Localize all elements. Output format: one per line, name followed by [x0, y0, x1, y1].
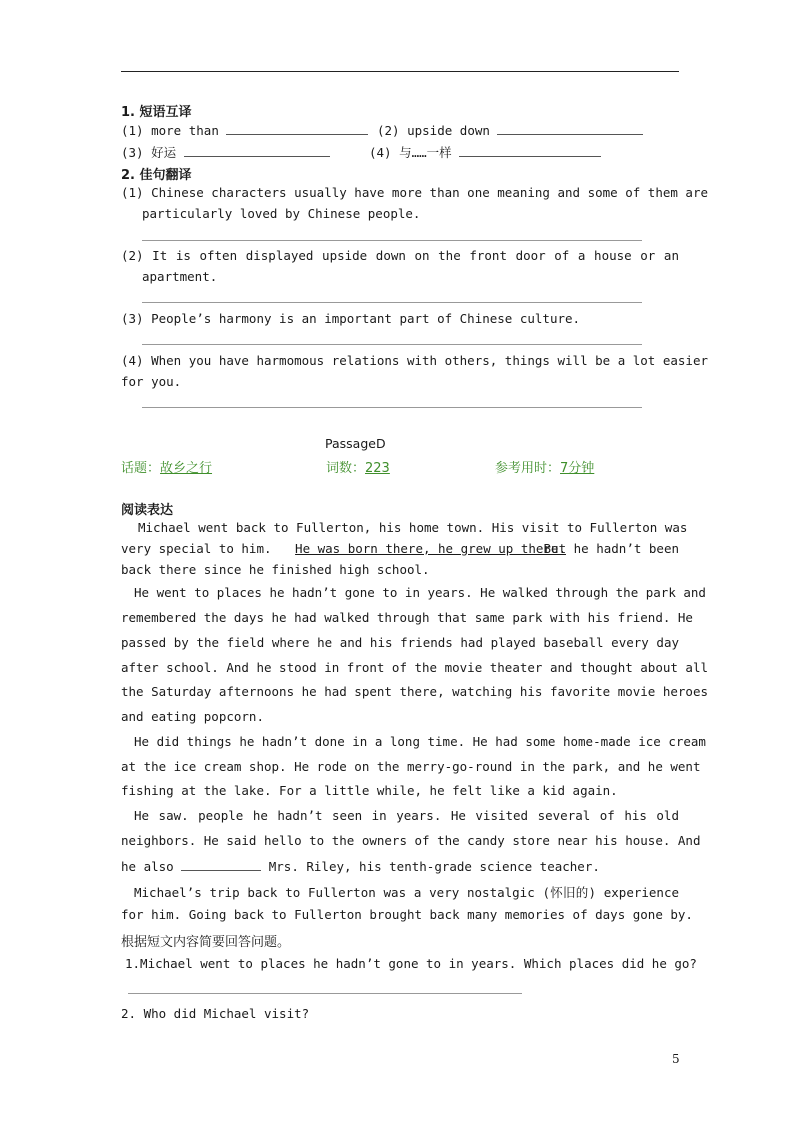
part1-heading: 1. 短语互译: [121, 105, 192, 120]
phrase-text: 好运: [151, 145, 177, 160]
paragraph-2-line-2: remembered the days he had walked through that same park with his friend. He: [121, 610, 693, 625]
paragraph-2-line-5: the Saturday afternoons he had spent there, watching his favorite movie heroes: [121, 684, 708, 699]
phrase-item-1: [121, 122, 368, 138]
sentence-2-line-2: apartment.: [142, 269, 218, 284]
text-run: very special to him.: [121, 541, 272, 556]
text-run: But he hadn’t been: [543, 541, 679, 556]
paragraph-1-line-2: [121, 541, 679, 556]
phrase-text: upside down: [407, 123, 490, 138]
fill-blank[interactable]: [181, 858, 261, 871]
underlined-sentence: He was born there, he grew up there.: [295, 541, 566, 556]
question-2: 2. Who did Michael visit?: [121, 1006, 310, 1021]
instruction: 根据短文内容简要回答问题。: [121, 935, 291, 950]
paragraph-1-line-1: Michael went back to Fullerton, his home town. His visit to Fullerton was: [138, 520, 688, 535]
section-heading: 阅读表达: [121, 503, 174, 518]
answer-blank[interactable]: [497, 122, 643, 135]
sentence-1-line-1: (1) Chinese characters usually have more than one meaning and some of them are: [121, 185, 708, 200]
answer-line-3[interactable]: [142, 344, 642, 345]
question-1: 1.Michael went to places he hadn’t gone to in years. Which places did he go?: [125, 956, 697, 971]
topic-info: [121, 457, 212, 476]
paragraph-2-line-4: after school. And he stood in front of the movie theater and thought about all: [121, 660, 708, 675]
answer-line-4[interactable]: [142, 407, 642, 408]
word-count-value: 223: [365, 461, 390, 476]
phrase-num: (4): [369, 145, 392, 160]
sentence-2-line-1: (2) It is often displayed upside down on the front door of a house or an: [121, 248, 679, 263]
sentence-4-line-2: for you.: [121, 374, 182, 389]
time-label: 参考用时：: [495, 461, 561, 476]
paragraph-3-line-3: fishing at the lake. For a little while, he felt like a kid again.: [121, 783, 618, 798]
paragraph-3-line-1: He did things he hadn’t done in a long time. He had some home-made ice cream: [134, 734, 706, 749]
time-info: [495, 457, 594, 476]
answer-line-1[interactable]: [142, 240, 642, 241]
text-run: Mrs. Riley, his tenth-grade science teacher.: [268, 859, 600, 874]
header-rule: [121, 71, 679, 72]
phrase-item-4: [369, 143, 601, 161]
answer-line-q1[interactable]: [128, 993, 522, 994]
paragraph-5-line-2: for him. Going back to Fullerton brought back many memories of days gone by.: [121, 907, 693, 922]
passage-title: PassageD: [325, 436, 386, 451]
paragraph-4-line-1: He saw. people he hadn’t seen in years. He visited several of his old: [134, 808, 679, 823]
word-count-info: [326, 457, 390, 476]
page-number: 5: [672, 1052, 680, 1066]
paragraph-2-line-3: passed by the field where he and his friends had played baseball every day: [121, 635, 679, 650]
sentence-1-line-2: particularly loved by Chinese people.: [142, 206, 421, 221]
answer-blank[interactable]: [459, 144, 601, 157]
phrase-text: more than: [151, 123, 219, 138]
phrase-item-3: [121, 143, 330, 161]
answer-blank[interactable]: [184, 144, 330, 157]
paragraph-4-line-2: neighbors. He said hello to the owners of the candy store near his house. And: [121, 833, 701, 848]
phrase-num: (3): [121, 145, 144, 160]
answer-blank[interactable]: [226, 122, 368, 135]
paragraph-1-line-3: back there since he finished high school.: [121, 562, 430, 577]
part2-heading: 2. 佳句翻译: [121, 168, 192, 183]
text-run: he also: [121, 859, 174, 874]
paragraph-4-line-3: [121, 858, 600, 874]
phrase-item-2: [377, 122, 643, 138]
paragraph-3-line-2: at the ice cream shop. He rode on the merry-go-round in the park, and he went: [121, 759, 701, 774]
paragraph-5-line-1: Michael’s trip back to Fullerton was a very nostalgic (怀旧的) experience: [134, 885, 679, 900]
phrase-text: 与……一样: [399, 145, 452, 160]
topic-label: 话题：: [121, 461, 161, 476]
sentence-4-line-1: (4) When you have harmomous relations with others, things will be a lot easier: [121, 353, 708, 368]
paragraph-2-line-6: and eating popcorn.: [121, 709, 264, 724]
sentence-3-line-1: (3) People’s harmony is an important part of Chinese culture.: [121, 311, 581, 326]
answer-line-2[interactable]: [142, 302, 642, 303]
phrase-num: (1): [121, 123, 144, 138]
word-count-label: 词数：: [326, 461, 366, 476]
topic-value: 故乡之行: [160, 461, 213, 476]
time-value: 7分钟: [560, 461, 595, 476]
phrase-num: (2): [377, 123, 400, 138]
paragraph-2-line-1: He went to places he hadn’t gone to in years. He walked through the park and: [134, 585, 706, 600]
